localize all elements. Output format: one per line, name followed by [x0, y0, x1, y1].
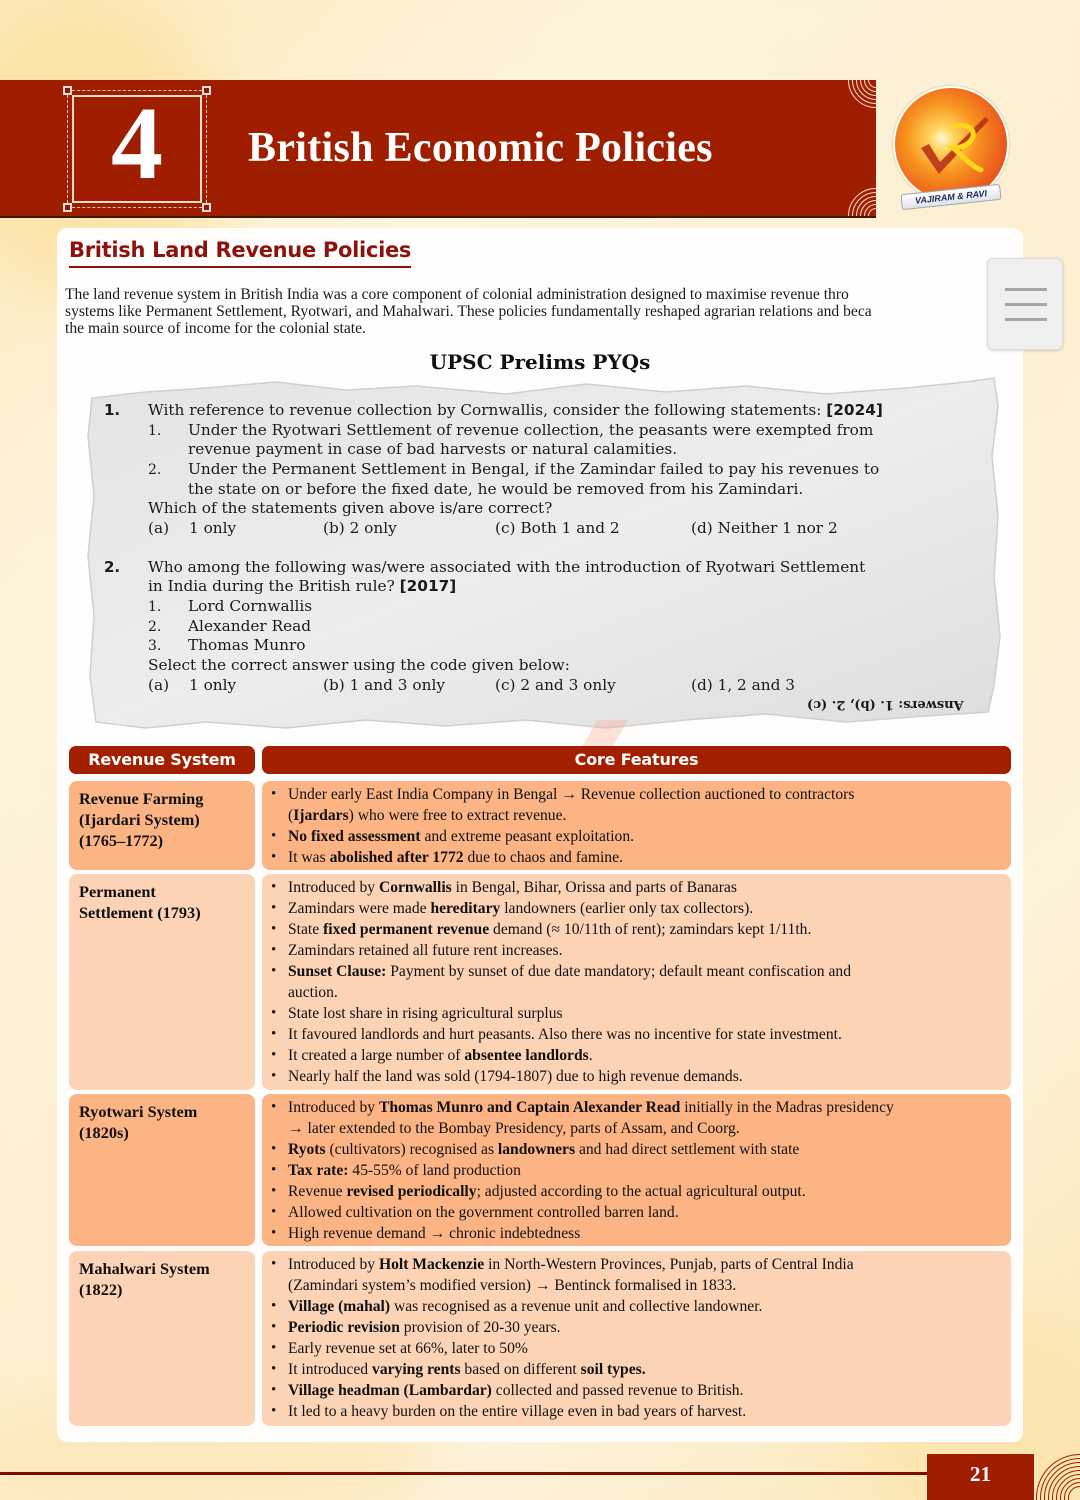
option-label: (a) — [148, 519, 170, 537]
question-stem: Who among the following was/were associated with the introduction of Ryotwari Settlement — [148, 558, 866, 576]
chapter-header — [0, 80, 876, 218]
feature-item: • No fixed assessment and extreme peasant exploitation. — [288, 826, 1001, 847]
feature-item: • Allowed cultivation on the government controlled barren land. — [288, 1202, 1001, 1223]
decorative-swirl-icon — [848, 80, 876, 108]
question-stem: in India during the British rule? [2017] — [148, 577, 457, 595]
table-row-features — [262, 874, 1011, 1090]
statement-number: 2. — [148, 462, 162, 478]
question-prompt: Which of the statements given above is/are correct? — [148, 499, 553, 517]
table-row-features — [262, 781, 1011, 870]
intro-paragraph — [65, 286, 995, 337]
section-heading: British Land Revenue Policies — [69, 238, 411, 268]
feature-item: • Introduced by Cornwallis in Bengal, Bihar, Orissa and parts of Banaras — [288, 877, 1001, 898]
menu-button[interactable] — [987, 258, 1063, 350]
feature-list — [288, 784, 1001, 868]
statement-line: Under the Permanent Settlement in Bengal, if the Zamindar failed to pay his revenues to — [188, 460, 880, 478]
feature-item: • Zamindars were made hereditary landowners (earlier only tax collectors). — [288, 898, 1001, 919]
question-number: 2. — [104, 558, 121, 576]
option-d: (d) Neither 1 nor 2 — [691, 519, 838, 537]
feature-item: • Village headman (Lambardar) collected and passed revenue to British. — [288, 1380, 1001, 1401]
intro-line: the main source of income for the colonial state. — [65, 320, 366, 337]
table-row-system: Mahalwari System (1822) — [69, 1251, 255, 1426]
feature-list — [288, 1097, 1001, 1244]
feature-item: • Periodic revision provision of 20-30 years. — [288, 1317, 1001, 1338]
decorative-swirl-icon — [1036, 1454, 1080, 1500]
pyq-title: UPSC Prelims PYQs — [429, 350, 651, 374]
feature-item: • Introduced by Holt Mackenzie in North-Western Provinces, Punjab, parts of Central India (Zamindari system’s modified version) → Bentinck formalised in 1833. — [288, 1254, 1001, 1296]
feature-item: • It introduced varying rents based on different soil types. — [288, 1359, 1001, 1380]
statement-line: the state on or before the fixed date, he would be removed from his Zamindari. — [188, 480, 804, 498]
feature-item: • Ryots (cultivators) recognised as landowners and had direct settlement with state — [288, 1139, 1001, 1160]
intro-line: systems like Permanent Settlement, Ryotwari, and Mahalwari. These policies fundamentally reshaped agrarian relations and beca — [65, 303, 872, 320]
brand-logo — [893, 86, 1009, 206]
option-d: (d) 1, 2 and 3 — [691, 676, 796, 694]
statement-line: revenue payment in case of bad harvests or natural calamities. — [188, 440, 678, 458]
question-prompt: Select the correct answer using the code given below: — [148, 656, 570, 674]
feature-item: • Early revenue set at 66%, later to 50% — [288, 1338, 1001, 1359]
decorative-swirl-icon — [848, 188, 876, 216]
table-row-system: Ryotwari System (1820s) — [69, 1094, 255, 1246]
statement-number: 1. — [148, 423, 162, 439]
option-c: (c) Both 1 and 2 — [495, 519, 620, 537]
footer-rule — [0, 1472, 930, 1475]
logo-text: VAJIRAM & RAVI — [900, 184, 1001, 210]
option-a: 1 only — [189, 519, 237, 537]
statement-line: Alexander Read — [188, 617, 312, 635]
feature-item: • Tax rate: 45-55% of land production — [288, 1160, 1001, 1181]
statement-line: Thomas Munro — [188, 636, 306, 654]
feature-item: • Village (mahal) was recognised as a revenue unit and collective landowner. — [288, 1296, 1001, 1317]
answer-key: Answers: 1. (b), 2. (c) — [807, 697, 964, 712]
feature-item: • Nearly half the land was sold (1794-1807) due to high revenue demands. — [288, 1066, 1001, 1087]
statement-number: 2. — [148, 619, 162, 635]
option-b: (b) 2 only — [323, 519, 397, 537]
table-header-revenue-system: Revenue System — [69, 746, 255, 774]
question-number: 1. — [104, 401, 121, 419]
feature-item: • Under early East India Company in Bengal → Revenue collection auctioned to contractors (Ijardars) who were free to extract revenue. — [288, 784, 1001, 826]
feature-item: • It was abolished after 1772 due to chaos and famine. — [288, 847, 1001, 868]
feature-item: • It favoured landlords and hurt peasants. Also there was no incentive for state investment. — [288, 1024, 1001, 1045]
table-row-features — [262, 1251, 1011, 1426]
table-row-system: Permanent Settlement (1793) — [69, 874, 255, 1090]
table-row-system: Revenue Farming (Ijardari System) (1765–1772) — [69, 781, 255, 870]
table-header-core-features: Core Features — [262, 746, 1011, 774]
question-stem: With reference to revenue collection by Cornwallis, consider the following statements: [2024] — [148, 401, 883, 419]
intro-line: The land revenue system in British India was a core component of colonial administration designed to maximise revenue thro — [65, 286, 849, 303]
statement-number: 3. — [148, 638, 162, 654]
feature-item: • State fixed permanent revenue demand (≈ 10/11th of rent); zamindars kept 1/11th. — [288, 919, 1001, 940]
feature-item: • Zamindars retained all future rent increases. — [288, 940, 1001, 961]
feature-item: • Introduced by Thomas Munro and Captain Alexander Read initially in the Madras presidency → later extended to the Bombay Presidency, parts of Assam, and Coorg. — [288, 1097, 1001, 1139]
feature-item: • Sunset Clause: Payment by sunset of due date mandatory; default meant confiscation and auction. — [288, 961, 1001, 1003]
feature-item: • It created a large number of absentee landlords. — [288, 1045, 1001, 1066]
feature-item: • Revenue revised periodically; adjusted according to the actual agricultural output. — [288, 1181, 1001, 1202]
page-number: 21 — [927, 1454, 1034, 1500]
chapter-title: British Economic Policies — [248, 125, 713, 171]
feature-list — [288, 1254, 1001, 1422]
option-b: (b) 1 and 3 only — [323, 676, 446, 694]
statement-line: Lord Cornwallis — [188, 597, 313, 615]
table-row-features — [262, 1094, 1011, 1246]
statement-line: Under the Ryotwari Settlement of revenue collection, the peasants were exempted from — [188, 421, 874, 439]
feature-list — [288, 877, 1001, 1087]
option-c: (c) 2 and 3 only — [495, 676, 616, 694]
question-year: [2024] — [826, 401, 883, 419]
option-a: 1 only — [189, 676, 237, 694]
feature-item: • State lost share in rising agricultural surplus — [288, 1003, 1001, 1024]
chapter-number-frame — [63, 86, 211, 212]
option-label: (a) — [148, 676, 170, 694]
question-year: [2017] — [399, 577, 457, 595]
statement-number: 1. — [148, 599, 162, 615]
chapter-number: 4 — [111, 86, 163, 201]
feature-item: • It led to a heavy burden on the entire village even in bad years of harvest. — [288, 1401, 1001, 1422]
feature-item: • High revenue demand → chronic indebtedness — [288, 1223, 1001, 1244]
